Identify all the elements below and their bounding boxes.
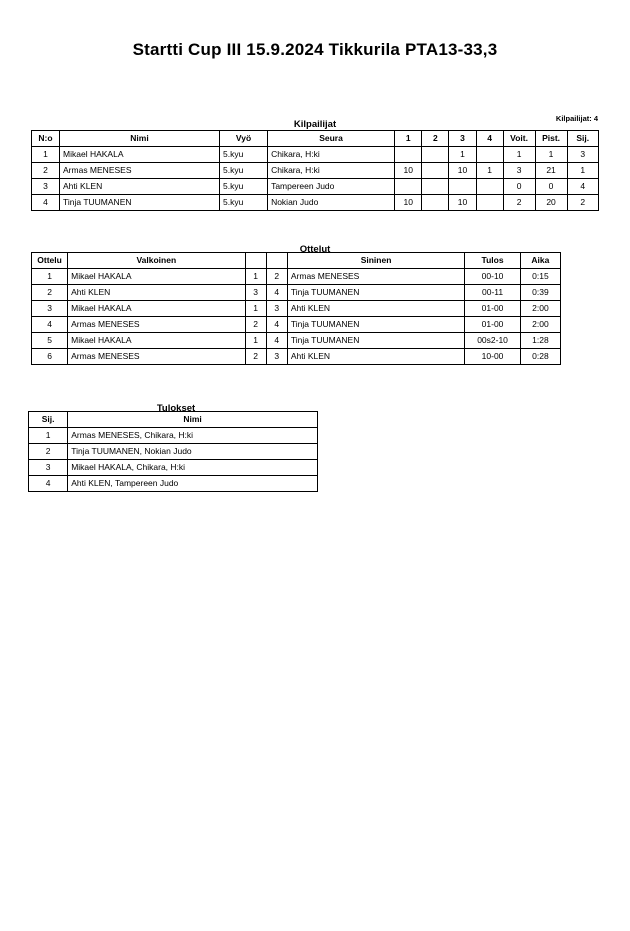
results-table [28,411,318,492]
col-match-no: Ottelu [32,253,68,269]
cell-blue-no: 3 [266,301,287,317]
cell-points: 21 [535,163,567,179]
cell-round-2 [422,147,449,163]
cell-name: Armas MENESES [60,163,220,179]
table-row [32,317,561,333]
cell-rank: 2 [567,195,598,211]
cell-round-1 [395,179,422,195]
cell-round-4 [476,179,503,195]
cell-rank: 3 [567,147,598,163]
col-rank: Sij. [567,131,598,147]
table-row [32,195,599,211]
table-header-row [32,253,561,269]
cell-score: 00-10 [465,269,521,285]
cell-score: 01-00 [465,301,521,317]
cell-points: 0 [535,179,567,195]
table-row [29,444,318,460]
cell-round-3 [449,179,476,195]
cell-rank: 4 [567,179,598,195]
col-result-name: Nimi [68,412,318,428]
cell-no: 3 [32,179,60,195]
cell-white-no: 1 [245,333,266,349]
cell-blue: Ahti KLEN [287,301,464,317]
cell-time: 2:00 [520,317,560,333]
cell-no: 4 [32,195,60,211]
cell-time: 1:28 [520,333,560,349]
cell-club: Chikara, H:ki [268,163,395,179]
competitors-heading: Kilpailijat [293,119,337,130]
cell-wins: 1 [503,147,535,163]
table-row [32,147,599,163]
cell-blue: Tinja TUUMANEN [287,285,464,301]
cell-score: 00-11 [465,285,521,301]
cell-match-no: 3 [32,301,68,317]
col-club: Seura [268,131,395,147]
col-blue-no [266,253,287,269]
cell-result-name: Ahti KLEN, Tampereen Judo [68,476,318,492]
table-row [29,428,318,444]
cell-round-3: 10 [449,163,476,179]
cell-club: Chikara, H:ki [268,147,395,163]
col-white: Valkoinen [68,253,245,269]
cell-no: 2 [32,163,60,179]
cell-round-3: 10 [449,195,476,211]
table-row [32,269,561,285]
table-header-row [32,131,599,147]
matches-heading: Ottelut [299,244,331,255]
cell-white: Mikael HAKALA [68,301,245,317]
cell-white: Armas MENESES [68,349,245,365]
cell-wins: 3 [503,163,535,179]
cell-round-4 [476,147,503,163]
competitors-count: Kilpailijat: 4 [555,114,598,123]
cell-time: 0:28 [520,349,560,365]
cell-result-rank: 2 [29,444,68,460]
cell-blue-no: 3 [266,349,287,365]
cell-result-name: Tinja TUUMANEN, Nokian Judo [68,444,318,460]
col-round-2: 2 [422,131,449,147]
col-name: Nimi [60,131,220,147]
table-header-row [29,412,318,428]
cell-score: 01-00 [465,317,521,333]
cell-match-no: 6 [32,349,68,365]
cell-belt: 5.kyu [220,195,268,211]
cell-blue: Armas MENESES [287,269,464,285]
page-title: Startti Cup III 15.9.2024 Tikkurila PTA13-33,3 [132,40,498,59]
matches-table [31,252,561,365]
col-white-no [245,253,266,269]
cell-blue-no: 2 [266,269,287,285]
cell-round-4 [476,195,503,211]
cell-match-no: 4 [32,317,68,333]
col-belt: Vyö [220,131,268,147]
cell-white: Mikael HAKALA [68,269,245,285]
cell-time: 0:15 [520,269,560,285]
cell-result-rank: 1 [29,428,68,444]
cell-belt: 5.kyu [220,147,268,163]
cell-rank: 1 [567,163,598,179]
cell-round-2 [422,195,449,211]
cell-result-rank: 3 [29,460,68,476]
cell-white: Armas MENESES [68,317,245,333]
cell-white-no: 2 [245,317,266,333]
cell-name: Ahti KLEN [60,179,220,195]
cell-white: Ahti KLEN [68,285,245,301]
cell-points: 1 [535,147,567,163]
cell-score: 10-00 [465,349,521,365]
col-score: Tulos [465,253,521,269]
cell-match-no: 1 [32,269,68,285]
cell-time: 2:00 [520,301,560,317]
table-row [29,460,318,476]
cell-no: 1 [32,147,60,163]
col-points: Pist. [535,131,567,147]
cell-points: 20 [535,195,567,211]
cell-result-name: Mikael HAKALA, Chikara, H:ki [68,460,318,476]
cell-belt: 5.kyu [220,163,268,179]
table-row [32,163,599,179]
cell-name: Tinja TUUMANEN [60,195,220,211]
col-round-3: 3 [449,131,476,147]
col-result-rank: Sij. [29,412,68,428]
table-row [32,301,561,317]
cell-white-no: 3 [245,285,266,301]
cell-round-4: 1 [476,163,503,179]
cell-result-name: Armas MENESES, Chikara, H:ki [68,428,318,444]
cell-club: Tampereen Judo [268,179,395,195]
cell-blue: Tinja TUUMANEN [287,333,464,349]
col-blue: Sininen [287,253,464,269]
table-row [29,476,318,492]
cell-white: Mikael HAKALA [68,333,245,349]
cell-name: Mikael HAKALA [60,147,220,163]
table-row [32,179,599,195]
cell-round-3: 1 [449,147,476,163]
cell-round-1: 10 [395,163,422,179]
cell-match-no: 5 [32,333,68,349]
cell-blue-no: 4 [266,333,287,349]
cell-blue: Tinja TUUMANEN [287,317,464,333]
cell-blue-no: 4 [266,285,287,301]
cell-white-no: 1 [245,269,266,285]
col-wins: Voit. [503,131,535,147]
cell-white-no: 1 [245,301,266,317]
cell-round-1 [395,147,422,163]
cell-belt: 5.kyu [220,179,268,195]
cell-round-2 [422,179,449,195]
cell-match-no: 2 [32,285,68,301]
cell-time: 0:39 [520,285,560,301]
col-round-4: 4 [476,131,503,147]
cell-round-2 [422,163,449,179]
cell-blue: Ahti KLEN [287,349,464,365]
cell-wins: 2 [503,195,535,211]
cell-club: Nokian Judo [268,195,395,211]
cell-round-1: 10 [395,195,422,211]
cell-result-rank: 4 [29,476,68,492]
table-row [32,349,561,365]
results-heading: Tulokset [156,403,196,414]
col-no: N:o [32,131,60,147]
col-round-1: 1 [395,131,422,147]
cell-wins: 0 [503,179,535,195]
cell-score: 00s2-10 [465,333,521,349]
cell-white-no: 2 [245,349,266,365]
col-time: Aika [520,253,560,269]
document-page [0,40,630,931]
cell-blue-no: 4 [266,317,287,333]
competitors-table [31,130,599,211]
table-row [32,285,561,301]
table-row [32,333,561,349]
